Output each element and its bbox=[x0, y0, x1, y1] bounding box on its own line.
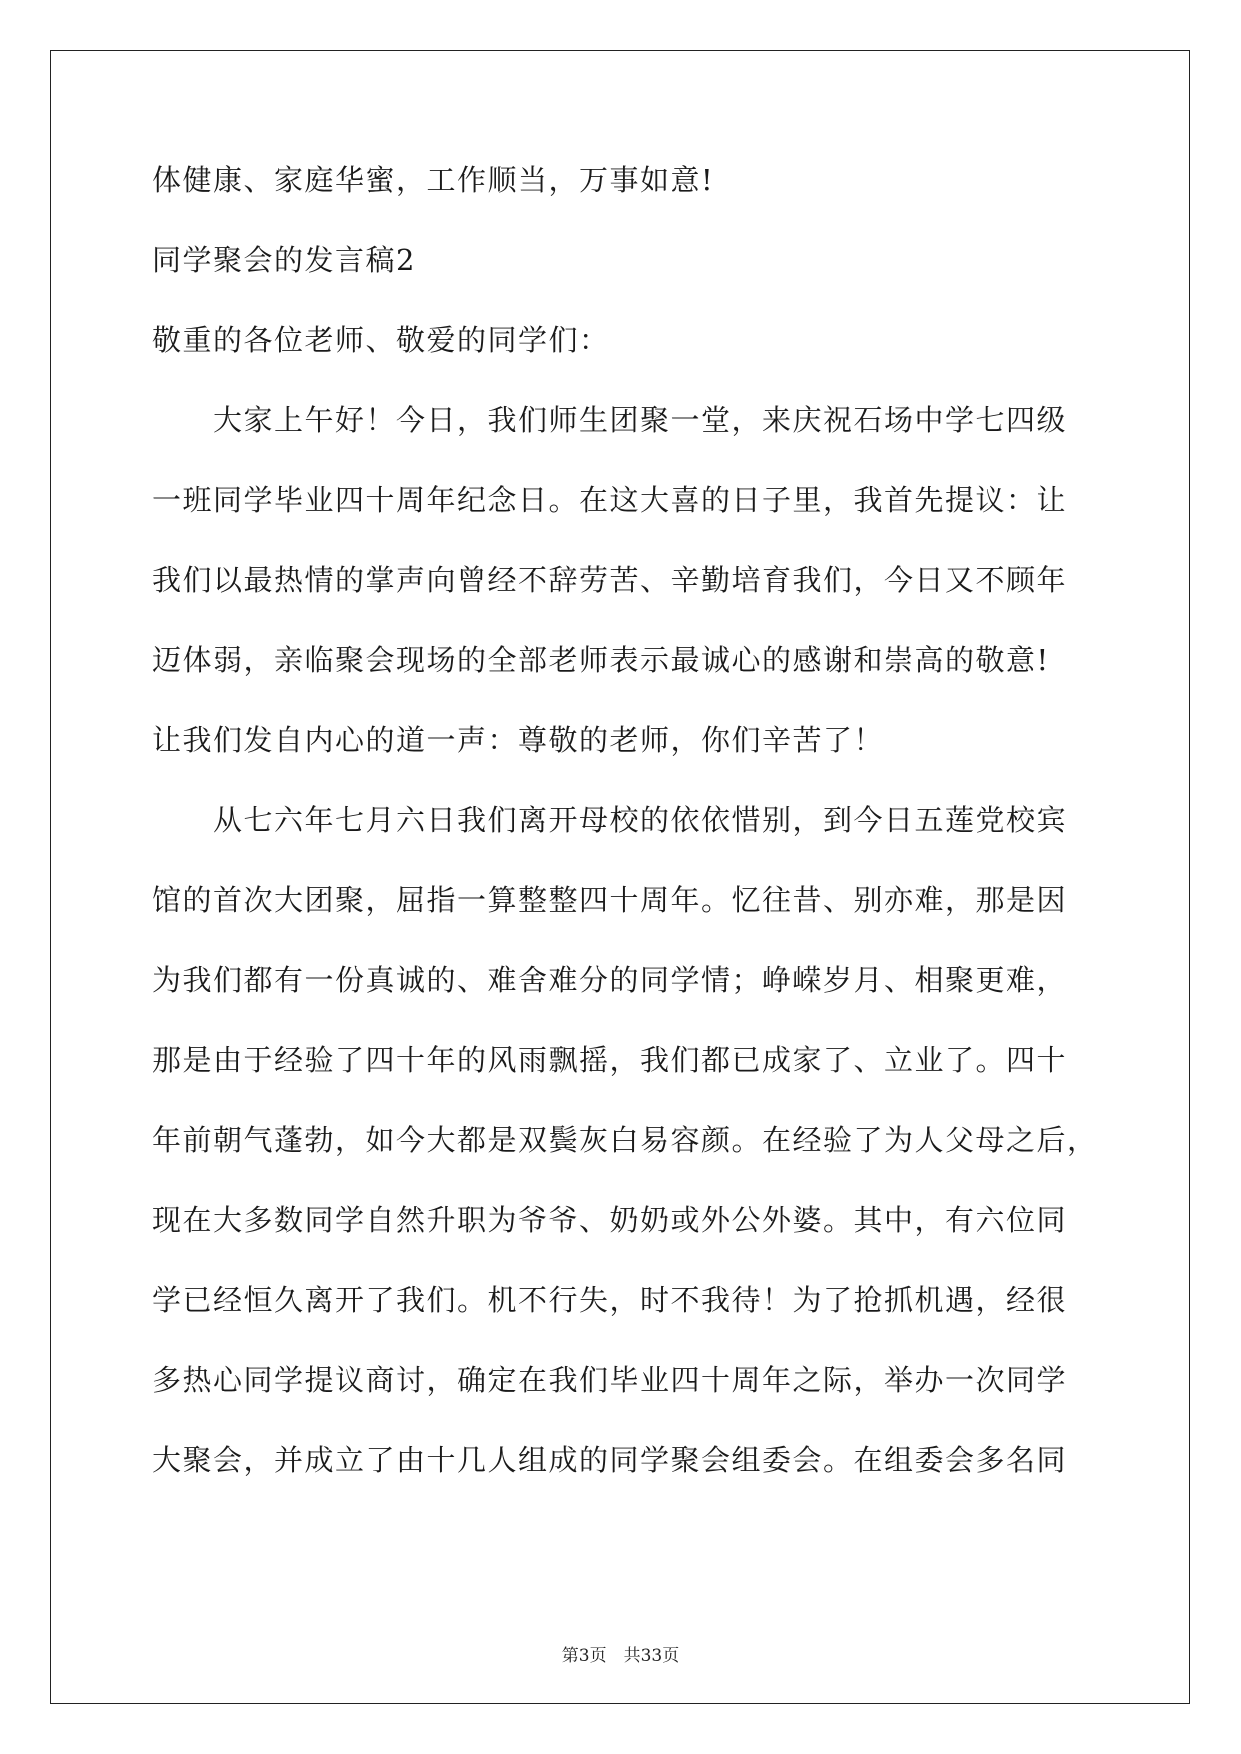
text-line: 现在大多数同学自然升职为爷爷、奶奶或外公外婆。其中，有六位同 bbox=[152, 1203, 1068, 1237]
text-line: 那是由于经验了四十年的风雨飘摇，我们都已成家了、立业了。四十 bbox=[152, 1043, 1068, 1077]
text-line: 一班同学毕业四十周年纪念日。在这大喜的日子里，我首先提议：让 bbox=[152, 483, 1068, 517]
salutation: 敬重的各位老师、敬爱的同学们： bbox=[152, 323, 610, 357]
text-line: 迈体弱，亲临聚会现场的全部老师表示最诚心的感谢和崇高的敬意! bbox=[152, 643, 1050, 677]
text-line: 从七六年七月六日我们离开母校的依依惜别，到今日五莲党校宾 bbox=[152, 803, 1068, 837]
text-line: 大家上午好！今日，我们师生团聚一堂，来庆祝石场中学七四级 bbox=[152, 403, 1068, 437]
text-line: 为我们都有一份真诚的、难舍难分的同学情；峥嵘岁月、相聚更难， bbox=[152, 963, 1068, 997]
document-body bbox=[152, 162, 1098, 1522]
text-line: 学已经恒久离开了我们。机不行失，时不我待！为了抢抓机遇，经很 bbox=[152, 1283, 1068, 1317]
text-line: 馆的首次大团聚，屈指一算整整四十周年。忆往昔、别亦难，那是因 bbox=[152, 883, 1068, 917]
text-line: 年前朝气蓬勃，如今大都是双鬓灰白易容颜。在经验了为人父母之后， bbox=[152, 1123, 1098, 1157]
text-line: 多热心同学提议商讨，确定在我们毕业四十周年之际，举办一次同学 bbox=[152, 1363, 1068, 1397]
text-line: 体健康、家庭华蜜，工作顺当，万事如意! bbox=[152, 163, 715, 197]
text-line: 大聚会，并成立了由十几人组成的同学聚会组委会。在组委会多名同 bbox=[152, 1443, 1068, 1477]
text-line: 让我们发自内心的道一声：尊敬的老师，你们辛苦了！ bbox=[152, 723, 885, 757]
text-line: 我们以最热情的掌声向曾经不辞劳苦、辛勤培育我们，今日又不顾年 bbox=[152, 563, 1068, 597]
section-title: 同学聚会的发言稿2 bbox=[152, 243, 416, 277]
page-number-footer: 第3页 共33页 bbox=[561, 1646, 680, 1666]
